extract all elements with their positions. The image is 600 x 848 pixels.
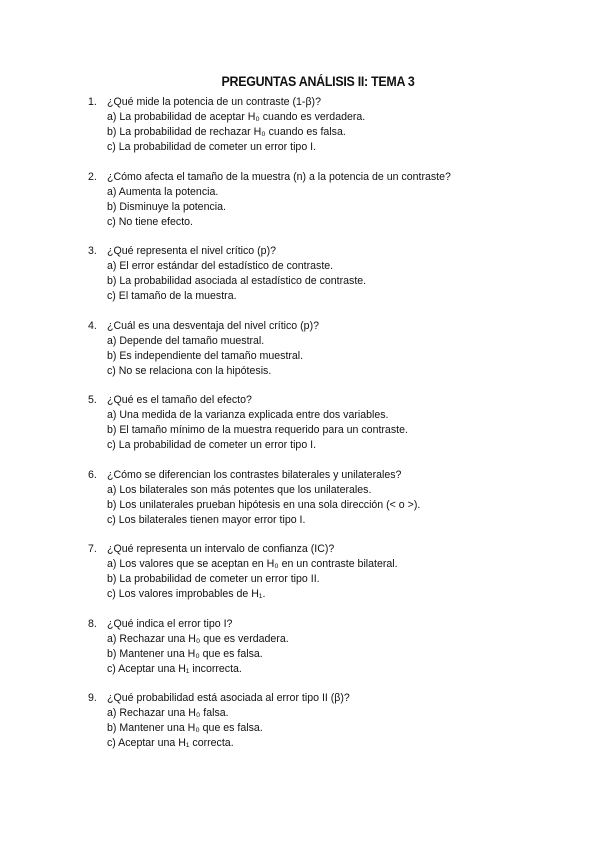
answer-option: c) La probabilidad de cometer un error tipo I. — [107, 439, 317, 451]
question-text: ¿Qué representa un intervalo de confianza (IC)? — [107, 543, 335, 555]
question-item — [0, 393, 600, 453]
question-number: 1. — [88, 96, 97, 108]
question-number: 2. — [88, 170, 97, 183]
answer-option: a) Los valores que se aceptan en H₀ en un contraste bilateral. — [107, 558, 398, 570]
answer-option: c) El tamaño de la muestra. — [107, 290, 237, 302]
answer-option: a) Rechazar una H₀ falsa. — [107, 707, 229, 719]
question-item — [0, 468, 600, 528]
answer-option: b) Disminuye la potencia. — [107, 200, 226, 213]
answer-option: a) Una medida de la varianza explicada entre dos variables. — [107, 409, 389, 421]
answer-option: c) No tiene efecto. — [107, 215, 193, 228]
answer-option: c) Los valores improbables de H₁. — [107, 588, 266, 600]
question-text: ¿Cuál es una desventaja del nivel crítico (p)? — [107, 319, 319, 332]
question-number: 3. — [88, 245, 97, 257]
question-item — [0, 319, 600, 379]
answer-option: b) Mantener una H₀ que es falsa. — [107, 722, 263, 734]
page-title — [25, 74, 577, 89]
answer-option: c) Aceptar una H₁ incorrecta. — [107, 662, 242, 675]
answer-option: a) Aumenta la potencia. — [107, 185, 219, 198]
page-title-text: PREGUNTAS ANÁLISIS II: TEMA 3 — [221, 74, 415, 89]
answer-option: b) Mantener una H₀ que es falsa. — [107, 647, 263, 660]
question-item — [0, 95, 600, 155]
answer-option: b) Es independiente del tamaño muestral. — [107, 349, 304, 362]
question-item — [0, 617, 600, 677]
question-number: 8. — [88, 617, 97, 630]
question-text: ¿Qué mide la potencia de un contraste (1-β)? — [107, 96, 321, 108]
answer-option: b) El tamaño mínimo de la muestra requerido para un contraste. — [107, 424, 408, 436]
answer-option: c) La probabilidad de cometer un error tipo I. — [107, 141, 317, 153]
question-text: ¿Qué representa el nivel crítico (p)? — [107, 245, 276, 257]
question-text: ¿Qué probabilidad está asociada al error tipo II (β)? — [107, 692, 350, 704]
question-number: 4. — [88, 319, 97, 332]
question-item — [0, 170, 600, 230]
answer-option: b) La probabilidad de cometer un error tipo II. — [107, 573, 320, 585]
answer-option: a) Rechazar una H₀ que es verdadera. — [107, 632, 289, 645]
answer-option: a) El error estándar del estadístico de contraste. — [107, 260, 334, 272]
question-number: 6. — [88, 468, 97, 481]
question-text: ¿Qué es el tamaño del efecto? — [107, 394, 252, 406]
answer-option: a) La probabilidad de aceptar H₀ cuando es verdadera. — [107, 111, 366, 123]
answer-option: c) Aceptar una H₁ correcta. — [107, 737, 234, 749]
answer-option: b) La probabilidad asociada al estadístico de contraste. — [107, 275, 367, 287]
question-text: ¿Cómo afecta el tamaño de la muestra (n) a la potencia de un contraste? — [107, 170, 451, 183]
question-item — [0, 542, 600, 602]
answer-option: c) No se relaciona con la hipótesis. — [107, 364, 272, 377]
question-item — [0, 244, 600, 304]
answer-option: a) Los bilaterales son más potentes que los unilaterales. — [107, 483, 372, 496]
question-number: 5. — [88, 394, 97, 406]
question-text: ¿Cómo se diferencian los contrastes bilaterales y unilaterales? — [107, 468, 402, 481]
answer-option: b) La probabilidad de rechazar H₀ cuando es falsa. — [107, 126, 346, 138]
question-item — [0, 691, 600, 751]
question-text: ¿Qué indica el error tipo I? — [107, 617, 233, 630]
answer-option: c) Los bilaterales tienen mayor error tipo I. — [107, 513, 306, 526]
answer-option: a) Depende del tamaño muestral. — [107, 334, 265, 347]
question-number: 7. — [88, 543, 97, 555]
answer-option: b) Los unilaterales prueban hipótesis en una sola dirección (< o >). — [107, 498, 421, 511]
question-list — [0, 95, 600, 751]
question-number: 9. — [88, 692, 97, 704]
